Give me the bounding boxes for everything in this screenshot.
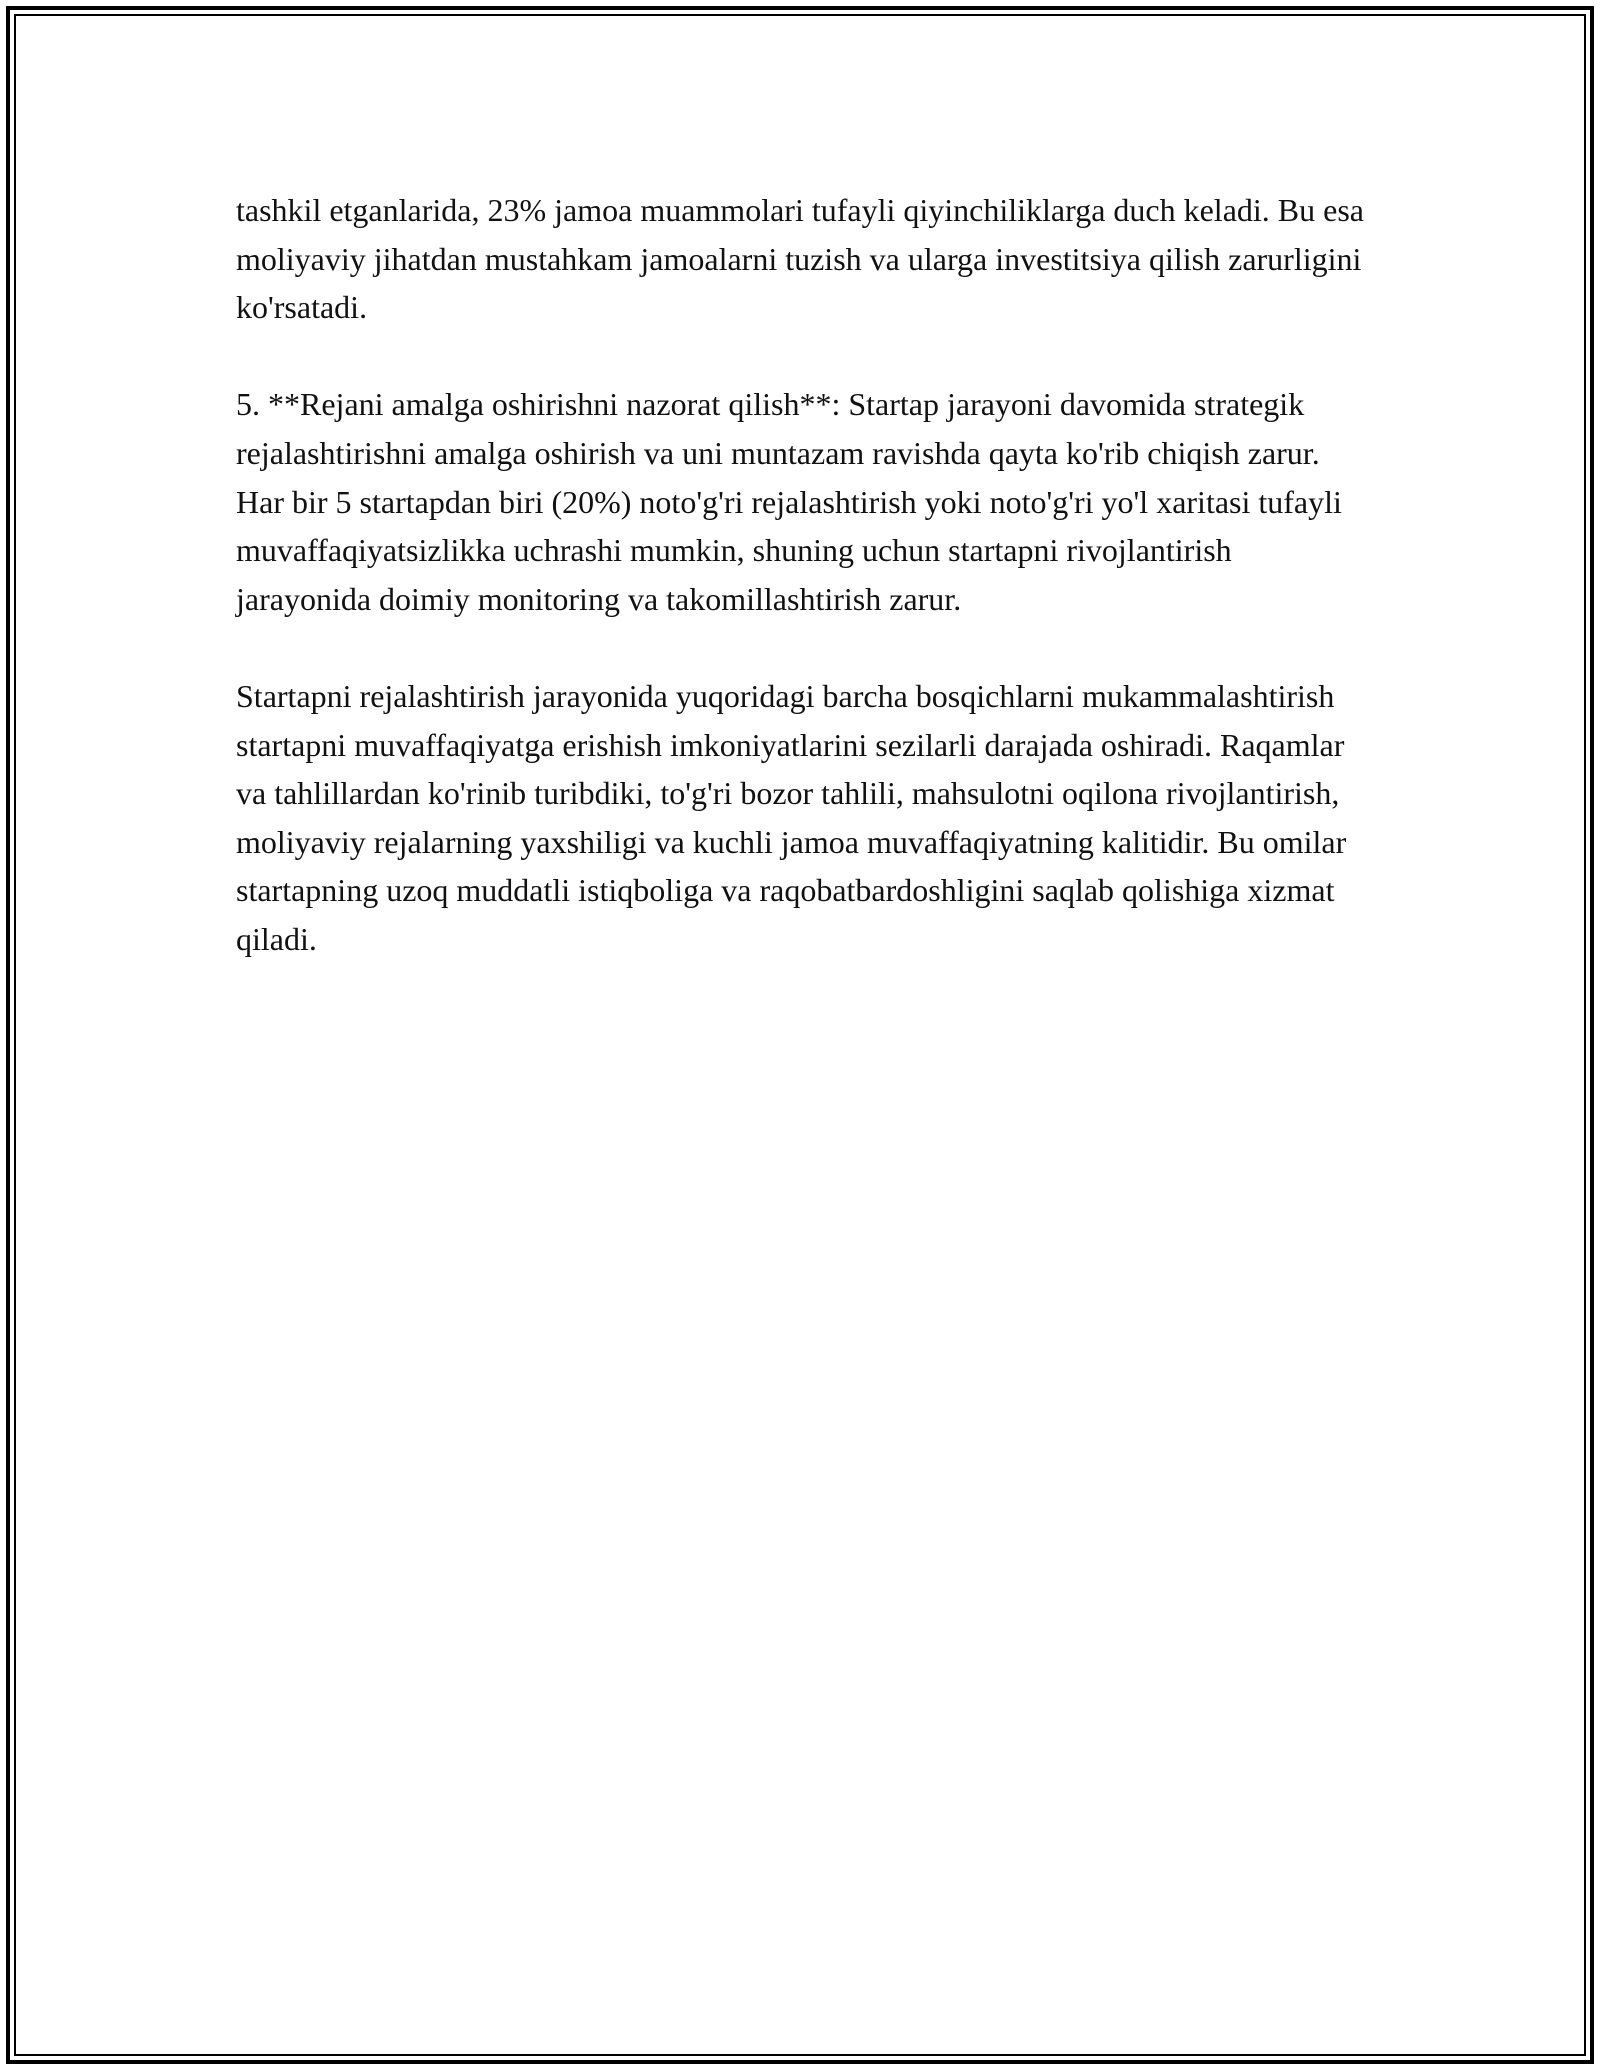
paragraph-conclusion: Startapni rejalashtirish jarayonida yuqoridagi barcha bosqichlarni mukammalashtirish startapni muvaffaqiyatga erishish imkoniyatlarini sezilarli darajada oshiradi. Raqamlar va tahlillardan ko'rinib turibdiki, to'g'ri bozor tahlili, mahsulotni oqilona rivojlantirish, moliyaviy rejalarning yaxshiligi va kuchli jamoa muvaffaqiyatning kalitidir. Bu omilar startapning uzoq muddatli istiqboliga va raqobatbardoshligini saqlab qolishiga xizmat qiladi. [236, 677, 1347, 957]
paragraph-plan-monitoring: 5. **Rejani amalga oshirishni nazorat qilish**: Startap jarayoni davomida strategik rejalashtirishni amalga oshirish va uni muntazam ravishda qayta ko'rib chiqish zarur. Har bir 5 startapdan biri (20%) noto'g'ri rejalashtirish yoki noto'g'ri yo'l xaritasi tufayli muvaffaqiyatsizlikka uchrashi mumkin, shuning uchun startapni rivojlantirish jarayonida doimiy monitoring va takomillashtirish zarur. [236, 386, 1342, 617]
paragraph-team-problems: tashkil etganlarida, 23% jamoa muammolari tufayli qiyinchiliklarga duch keladi. Bu esa moliyaviy jihatdan mustahkam jamoalarni tuzish va ularga investitsiya qilish zarurligini ko'rsatadi. [236, 192, 1364, 326]
document-body [236, 186, 1366, 1012]
